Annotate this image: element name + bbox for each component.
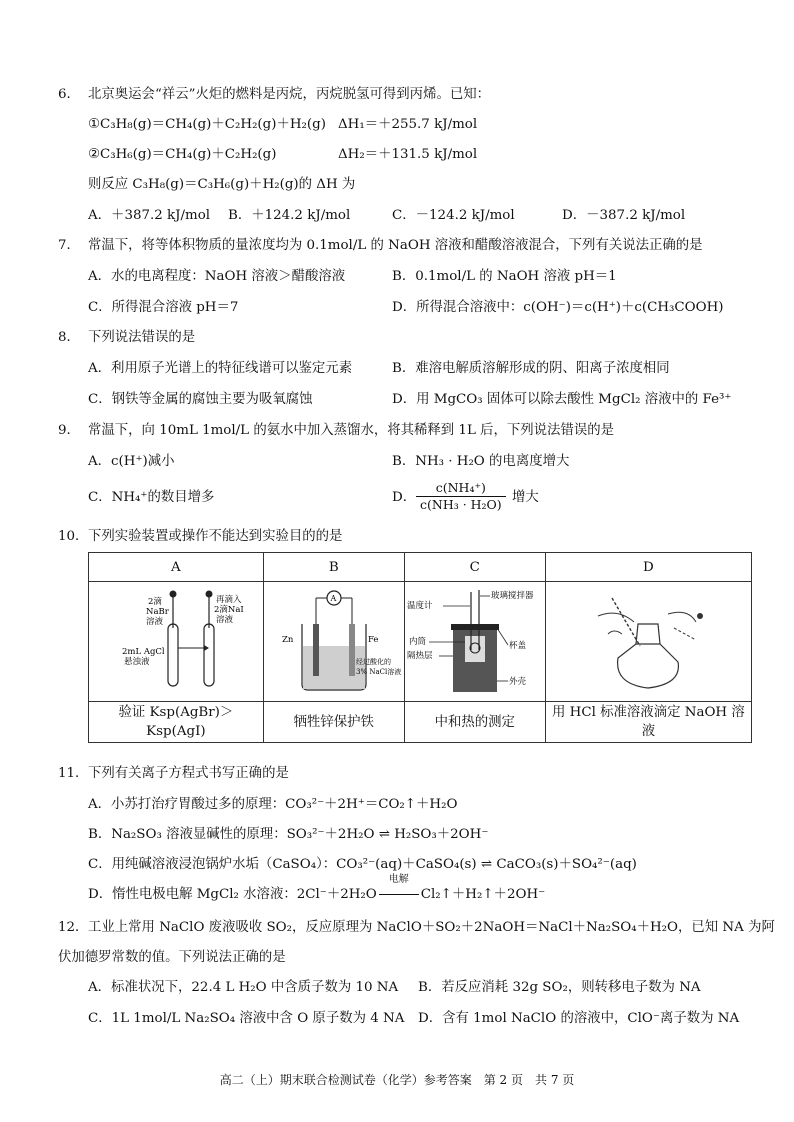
fig-a-label: 再滴入: [215, 594, 242, 605]
fig-a-label: 溶液: [145, 616, 163, 627]
question-11-stem: 下列有关离子方程式书写正确的是: [88, 766, 289, 781]
q9-option-d-label[interactable]: D．: [392, 490, 417, 505]
caption-c: 中和热的测定: [404, 702, 545, 743]
q9-option-d-fraction: [416, 480, 506, 513]
q6-equation-1-enthalpy: ΔH₁＝＋255.7 kJ/mol: [338, 117, 478, 132]
experiment-table: [88, 552, 752, 743]
q8-option-d[interactable]: D．用 MgCO₃ 固体可以除去酸性 MgCl₂ 溶液中的 Fe³⁺: [392, 392, 732, 407]
q6-option-a[interactable]: A．＋387.2 kJ/mol: [88, 208, 211, 223]
table-header-a: A: [89, 553, 264, 582]
fraction-numerator: c(NH₄⁺): [416, 480, 506, 497]
q6-equation-1: ①C₃H₈(g)＝CH₄(g)＋C₂H₂(g)＋H₂(g): [88, 117, 326, 132]
fig-a-label: 溶液: [215, 614, 233, 625]
question-6-stem: 北京奥运会“祥云”火炬的燃料是丙烷，丙烷脱氢可得到丙烯。已知：: [88, 87, 491, 102]
question-number-10: 10．: [58, 529, 89, 544]
question-12-stem-line-2: 伏加德罗常数的值。下列说法正确的是: [58, 950, 286, 965]
electrolysis-condition: 电解: [388, 874, 409, 885]
question-number-7: 7．: [58, 238, 80, 253]
titration-figure: [578, 588, 718, 696]
fig-c-label: 内筒: [408, 636, 426, 647]
fig-a-label: 2滴: [147, 596, 162, 607]
q9-option-c[interactable]: C．NH₄⁺的数目增多: [88, 490, 215, 505]
figure-c-cell: [404, 582, 545, 702]
question-7-stem: 常温下，将等体积物质的量浓度均为 0.1mol/L 的 NaOH 溶液和醋酸溶液混合，下列有关说法正确的是: [88, 238, 703, 253]
q6-option-d[interactable]: D．－387.2 kJ/mol: [562, 208, 686, 223]
q7-option-c[interactable]: C．所得混合溶液 pH＝7: [88, 300, 239, 315]
q6-ask: 则反应 C₃H₈(g)＝C₃H₆(g)＋H₂(g)的 ΔH 为: [88, 177, 356, 192]
q7-option-b[interactable]: B．0.1mol/L 的 NaOH 溶液 pH＝1: [392, 269, 617, 284]
figure-b-cell: [263, 582, 404, 702]
fig-b-note: 3% NaCl溶液: [355, 667, 402, 676]
fig-c-label: 外壳: [508, 676, 526, 687]
table-header-d: D: [545, 553, 751, 582]
q11-option-d[interactable]: [88, 874, 546, 905]
table-header-b: B: [263, 553, 404, 582]
q12-option-a[interactable]: A．标准状况下，22.4 L H₂O 中含质子数为 10 NA: [88, 980, 399, 995]
calorimeter-figure: [405, 588, 545, 696]
fig-b-fe-label: Fe: [367, 634, 379, 645]
figure-d-cell: [545, 582, 751, 702]
question-number-9: 9．: [58, 423, 80, 438]
question-10-stem: 下列实验装置或操作不能达到实验目的的是: [88, 529, 343, 544]
q8-option-b[interactable]: B．难溶电解质溶解形成的阴、阳离子浓度相同: [392, 361, 670, 376]
question-9-stem: 常温下，向 10mL 1mol/L 的氨水中加入蒸馏水，将其稀释到 1L 后，下列说法错误的是: [88, 423, 615, 438]
q9-option-b[interactable]: B．NH₃ · H₂O 的电离度增大: [392, 454, 570, 469]
question-number-11: 11．: [58, 766, 89, 781]
q11-option-a[interactable]: A．小苏打治疗胃酸过多的原理：CO₃²⁻＋2H⁺＝CO₂↑＋H₂O: [88, 797, 458, 812]
galvanic-cell-figure: [264, 588, 404, 696]
q8-option-a[interactable]: A．利用原子光谱上的特征线谱可以鉴定元素: [88, 361, 353, 376]
q11-option-d-right: Cl₂↑＋H₂↑＋2OH⁻: [420, 887, 546, 902]
q7-option-a[interactable]: A．水的电离程度：NaOH 溶液＞醋酸溶液: [88, 269, 346, 284]
q11-option-d-left: D．惰性电极电解 MgCl₂ 水溶液：2Cl⁻＋2H₂O: [88, 887, 377, 902]
caption-d: 用 HCl 标准溶液滴定 NaOH 溶液: [545, 702, 751, 743]
question-12-stem-line-1: 工业上常用 NaClO 废液吸收 SO₂，反应原理为 NaClO＋SO₂＋2NaOH＝NaCl＋Na₂SO₄＋H₂O，已知 NA 为阿: [88, 920, 775, 935]
q12-option-b[interactable]: B．若反应消耗 32g SO₂，则转移电子数为 NA: [418, 980, 701, 995]
fig-b-note: 经过酸化的: [355, 657, 391, 666]
fig-a-label: 2mL AgCl: [121, 646, 165, 657]
q12-option-c[interactable]: C．1L 1mol/L Na₂SO₄ 溶液中含 O 原子数为 4 NA: [88, 1011, 405, 1026]
figure-a-cell: [89, 582, 264, 702]
caption-a: 验证 Ksp(AgBr)＞Ksp(AgI): [89, 702, 264, 743]
q12-option-d[interactable]: D．含有 1mol NaClO 的溶液中，ClO⁻离子数为 NA: [418, 1011, 740, 1026]
fig-c-label: 杯盖: [508, 640, 526, 651]
fig-c-label: 隔热层: [406, 650, 433, 661]
question-number-8: 8．: [58, 330, 80, 345]
q6-equation-2: ②C₃H₆(g)＝CH₄(g)＋C₂H₂(g): [88, 147, 277, 162]
fig-a-label: NaBr: [145, 606, 169, 617]
question-8-stem: 下列说法错误的是: [88, 330, 196, 345]
q7-option-d[interactable]: D．所得混合溶液中：c(OH⁻)＝c(H⁺)＋c(CH₃COOH): [392, 300, 724, 315]
q6-equation-2-enthalpy: ΔH₂＝＋131.5 kJ/mol: [338, 147, 478, 162]
fraction-denominator: c(NH₃ · H₂O): [420, 497, 502, 512]
q6-option-c[interactable]: C．－124.2 kJ/mol: [392, 208, 515, 223]
fig-b-zn-label: Zn: [281, 634, 294, 645]
q11-option-b[interactable]: B．Na₂SO₃ 溶液显碱性的原理：SO₃²⁻＋2H₂O ⇌ H₂SO₃＋2OH⁻: [88, 827, 489, 842]
q9-option-d-tail: 增大: [512, 490, 539, 505]
question-number-6: 6．: [58, 87, 80, 102]
fig-c-label: 玻璃搅拌器: [490, 590, 534, 601]
q6-option-b[interactable]: B．＋124.2 kJ/mol: [228, 208, 351, 223]
q11-option-c[interactable]: C．用纯碱溶液浸泡锅炉水垢（CaSO₄）：CO₃²⁻(aq)＋CaSO₄(s) ⇌ CaCO₃(s)＋SO₄²⁻(aq): [88, 857, 637, 872]
fig-a-label: 2滴NaI: [213, 604, 244, 615]
caption-b: 牺牲锌保护铁: [263, 702, 404, 743]
page-footer: 高二（上）期末联合检测试卷（化学）参考答案 第 2 页 共 7 页: [219, 1073, 575, 1087]
q9-option-a[interactable]: A．c(H⁺)减小: [88, 454, 175, 469]
fig-c-label: 温度计: [406, 600, 433, 611]
ammeter-icon: A: [330, 593, 337, 603]
test-tubes-figure: [106, 588, 246, 696]
fig-a-label: 悬浊液: [123, 656, 150, 667]
electrolysis-arrow: [377, 874, 421, 905]
q8-option-c[interactable]: C．钢铁等金属的腐蚀主要为吸氧腐蚀: [88, 392, 313, 407]
question-number-12: 12．: [58, 920, 89, 935]
table-header-c: C: [404, 553, 545, 582]
